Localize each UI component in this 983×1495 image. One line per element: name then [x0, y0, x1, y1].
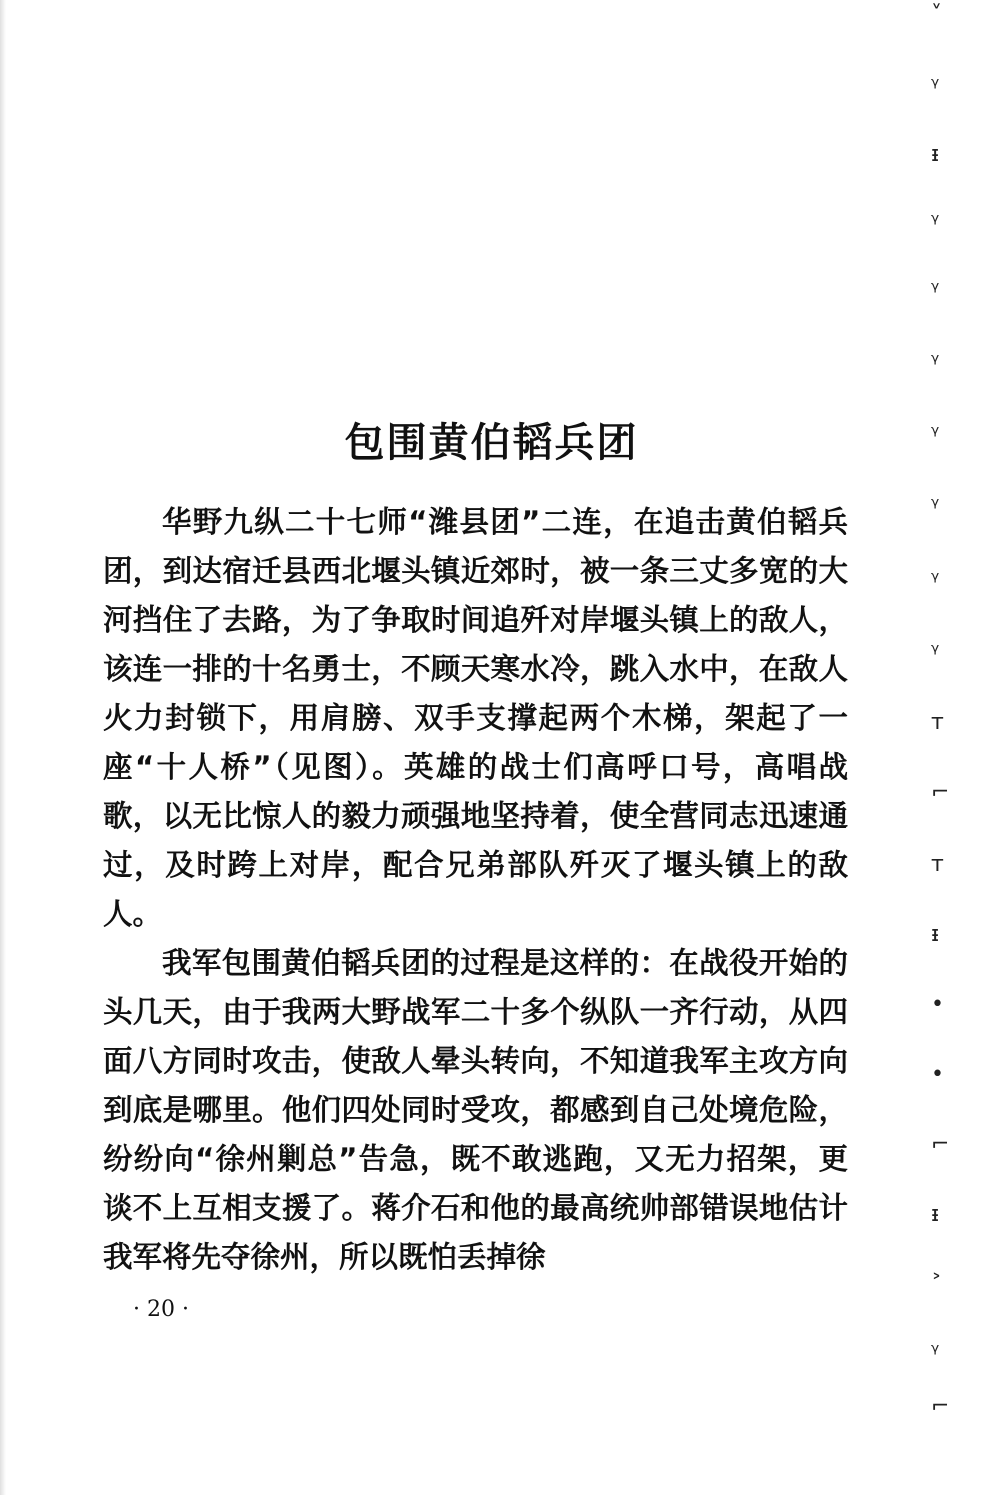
page-number: · 20 ·: [133, 1297, 189, 1322]
scan-artifact-icon: ⌐: [931, 780, 950, 805]
scan-artifact-icon: ᵞ: [931, 210, 940, 235]
scan-artifact-icon: ᵻ: [931, 922, 940, 947]
scan-artifact-icon: ˅: [931, 2, 942, 27]
scan-artifact-icon: ᵞ: [931, 568, 940, 593]
scan-artifact-icon: •: [931, 992, 944, 1017]
scan-left-edge-shadow: [0, 0, 6, 1495]
scan-artifact-icon: ᵞ: [931, 74, 940, 99]
scan-artifact-icon: ᵞ: [931, 494, 940, 519]
paragraph: 华野九纵二十七师“潍县团”二连，在追击黄伯韬兵团，到达宿迁县西北堰头镇近郊时，被一条三丈多宽的大河挡住了去路，为了争取时间追歼对岸堰头镇上的敌人，该连一排的十名勇士，不顾天寒水冷，跳入水中，在敌人火力封锁下，用肩膀、双手支撑起两个木梯，架起了一座“十人桥”（见图）。英雄的战士们高呼口号，高唱战歌，以无比惊人的毅力顽强地坚持着，使全营同志迅速通过，及时跨上对岸，配合兄弟部队歼灭了堰头镇上的敌人。: [103, 505, 848, 931]
scan-artifact-icon: •: [931, 1062, 944, 1087]
scan-artifact-icon: ᵞ: [931, 350, 940, 375]
scan-artifact-icon: ᵻ: [931, 142, 940, 167]
binding-edge-artifacts: [921, 0, 961, 1495]
scan-artifact-icon: ᵞ: [931, 640, 940, 665]
scan-artifact-icon: ˃: [931, 1272, 942, 1297]
chapter-title: 包围黄伯韬兵团: [344, 418, 639, 466]
scan-artifact-icon: ⌐: [931, 1132, 950, 1157]
scan-artifact-icon: ᵞ: [931, 278, 940, 303]
body-text: [103, 498, 848, 1282]
scan-artifact-icon: ᴛ: [931, 852, 944, 877]
scan-artifact-icon: ⌐: [931, 1394, 950, 1419]
scan-artifact-icon: ᵞ: [931, 422, 940, 447]
scan-artifact-icon: ᵻ: [931, 1202, 940, 1227]
scan-artifact-icon: ᴛ: [931, 710, 944, 735]
paragraph: 我军包围黄伯韬兵团的过程是这样的：在战役开始的头几天，由于我两大野战军二十多个纵队一齐行动，从四面八方同时攻击，使敌人晕头转向，不知道我军主攻方向到底是哪里。他们四处同时受攻，都感到自己处境危险，纷纷向“徐州剿总”告急，既不敢逃跑，又无力招架，更谈不上互相支援了。蒋介石和他的最高统帅部错误地估计我军将先夺徐州，所以既怕丢掉徐: [103, 946, 848, 1274]
scan-artifact-icon: ᵞ: [931, 1340, 940, 1365]
